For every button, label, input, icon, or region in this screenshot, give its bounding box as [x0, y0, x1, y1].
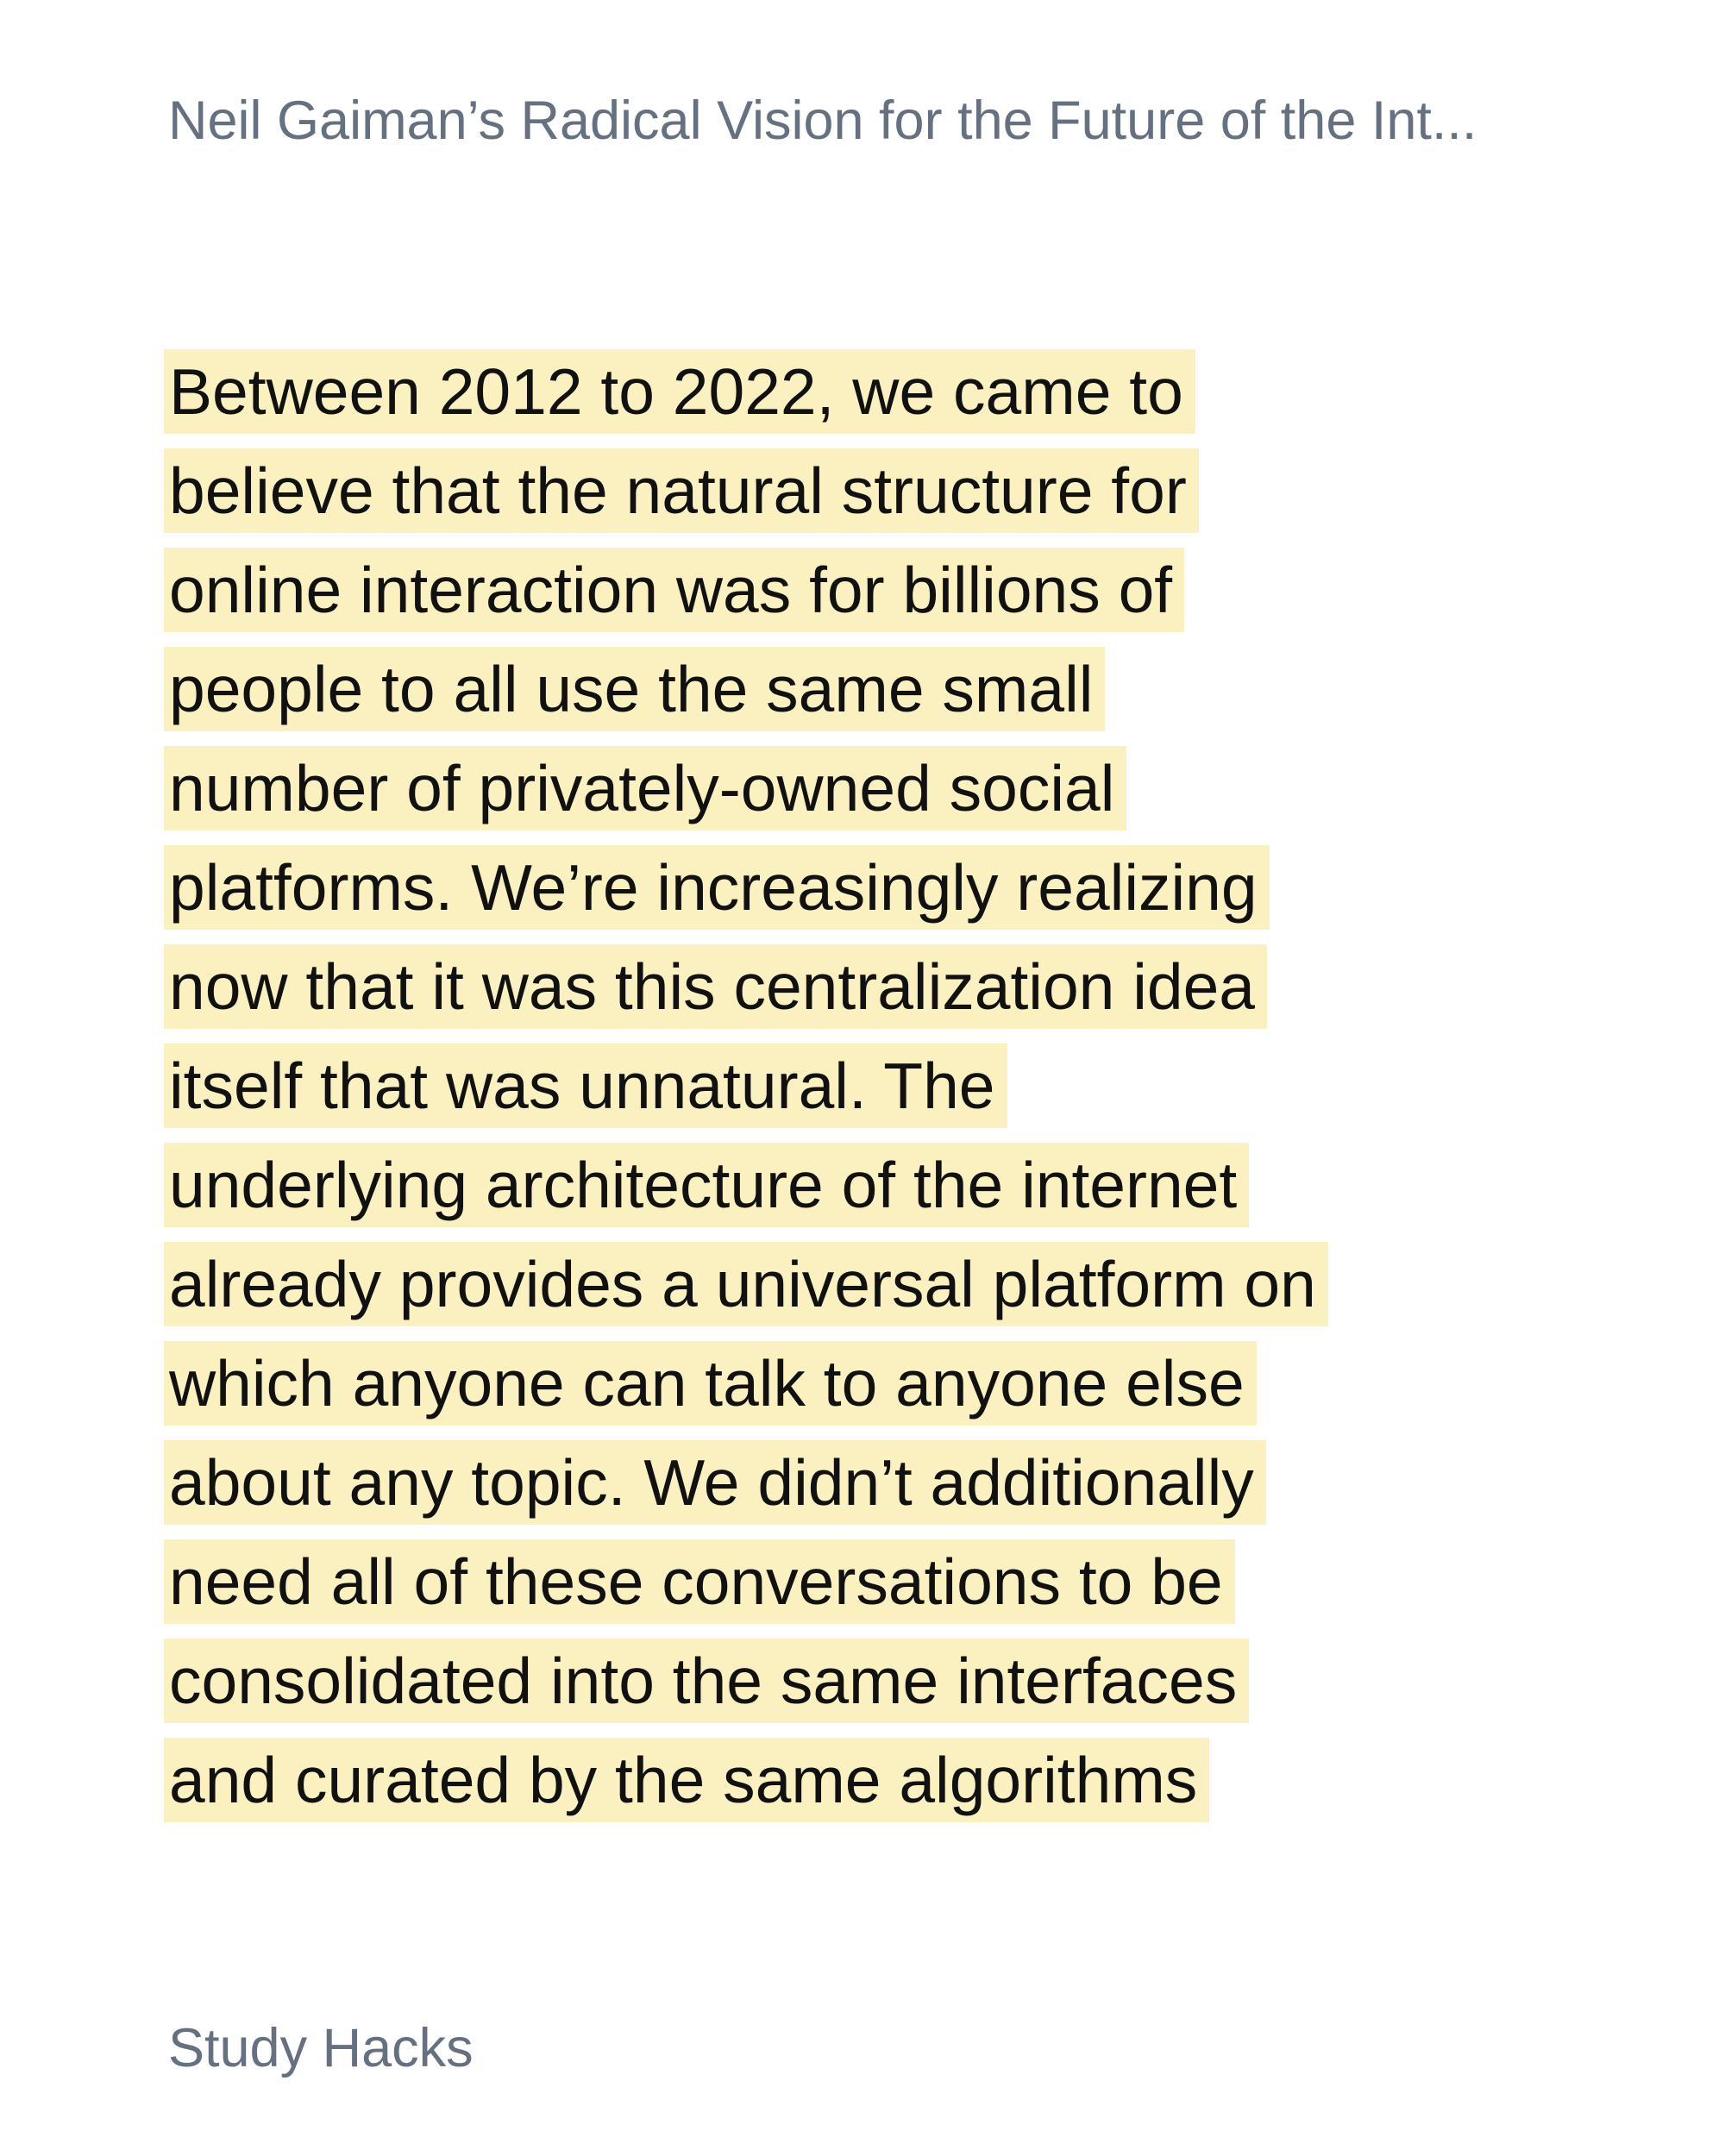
quote-line	[164, 349, 1578, 448]
quote-line	[164, 845, 1578, 944]
quote-line	[164, 647, 1578, 746]
quote-line	[164, 1143, 1578, 1242]
quote-line	[164, 746, 1578, 845]
quote-line-text: consolidated into the same interfaces	[164, 1639, 1249, 1723]
quote-line-text: online interaction was for billions of	[164, 548, 1184, 632]
quote-line-text: and curated by the same algorithms	[164, 1738, 1209, 1822]
quote-line-text: believe that the natural structure for	[164, 448, 1199, 533]
quote-line	[164, 1639, 1578, 1738]
quote-line-text: itself that was unnatural. The	[164, 1044, 1007, 1128]
source-label: Study Hacks	[168, 2018, 474, 2078]
quote-line-text: which anyone can talk to anyone else	[164, 1341, 1257, 1426]
quote-line-text: underlying architecture of the internet	[164, 1143, 1249, 1227]
quote-line	[164, 448, 1578, 548]
quote-line-text: number of privately-owned social	[164, 746, 1126, 830]
quote-line	[164, 1044, 1578, 1143]
quote-line	[164, 944, 1578, 1044]
quote-line	[164, 1341, 1578, 1440]
quote-line	[164, 1242, 1578, 1341]
quote-line-text: platforms. We’re increasingly realizing	[164, 845, 1270, 930]
quote-line	[164, 1539, 1578, 1639]
quote-line-text: need all of these conversations to be	[164, 1539, 1235, 1624]
quote-line-text: Between 2012 to 2022, we came to	[164, 349, 1195, 434]
quote-line	[164, 1738, 1578, 1837]
quote-line-text: about any topic. We didn’t additionally	[164, 1440, 1266, 1525]
quote-line	[164, 1440, 1578, 1539]
article-title: Neil Gaiman’s Radical Vision for the Future of the Int...	[168, 91, 1477, 151]
quote-line-text: people to all use the same small	[164, 647, 1105, 731]
highlighted-quote	[164, 349, 1578, 1837]
quote-line-text: now that it was this centralization idea	[164, 944, 1267, 1029]
quote-line	[164, 548, 1578, 647]
quote-line-text: already provides a universal platform on	[164, 1242, 1328, 1326]
